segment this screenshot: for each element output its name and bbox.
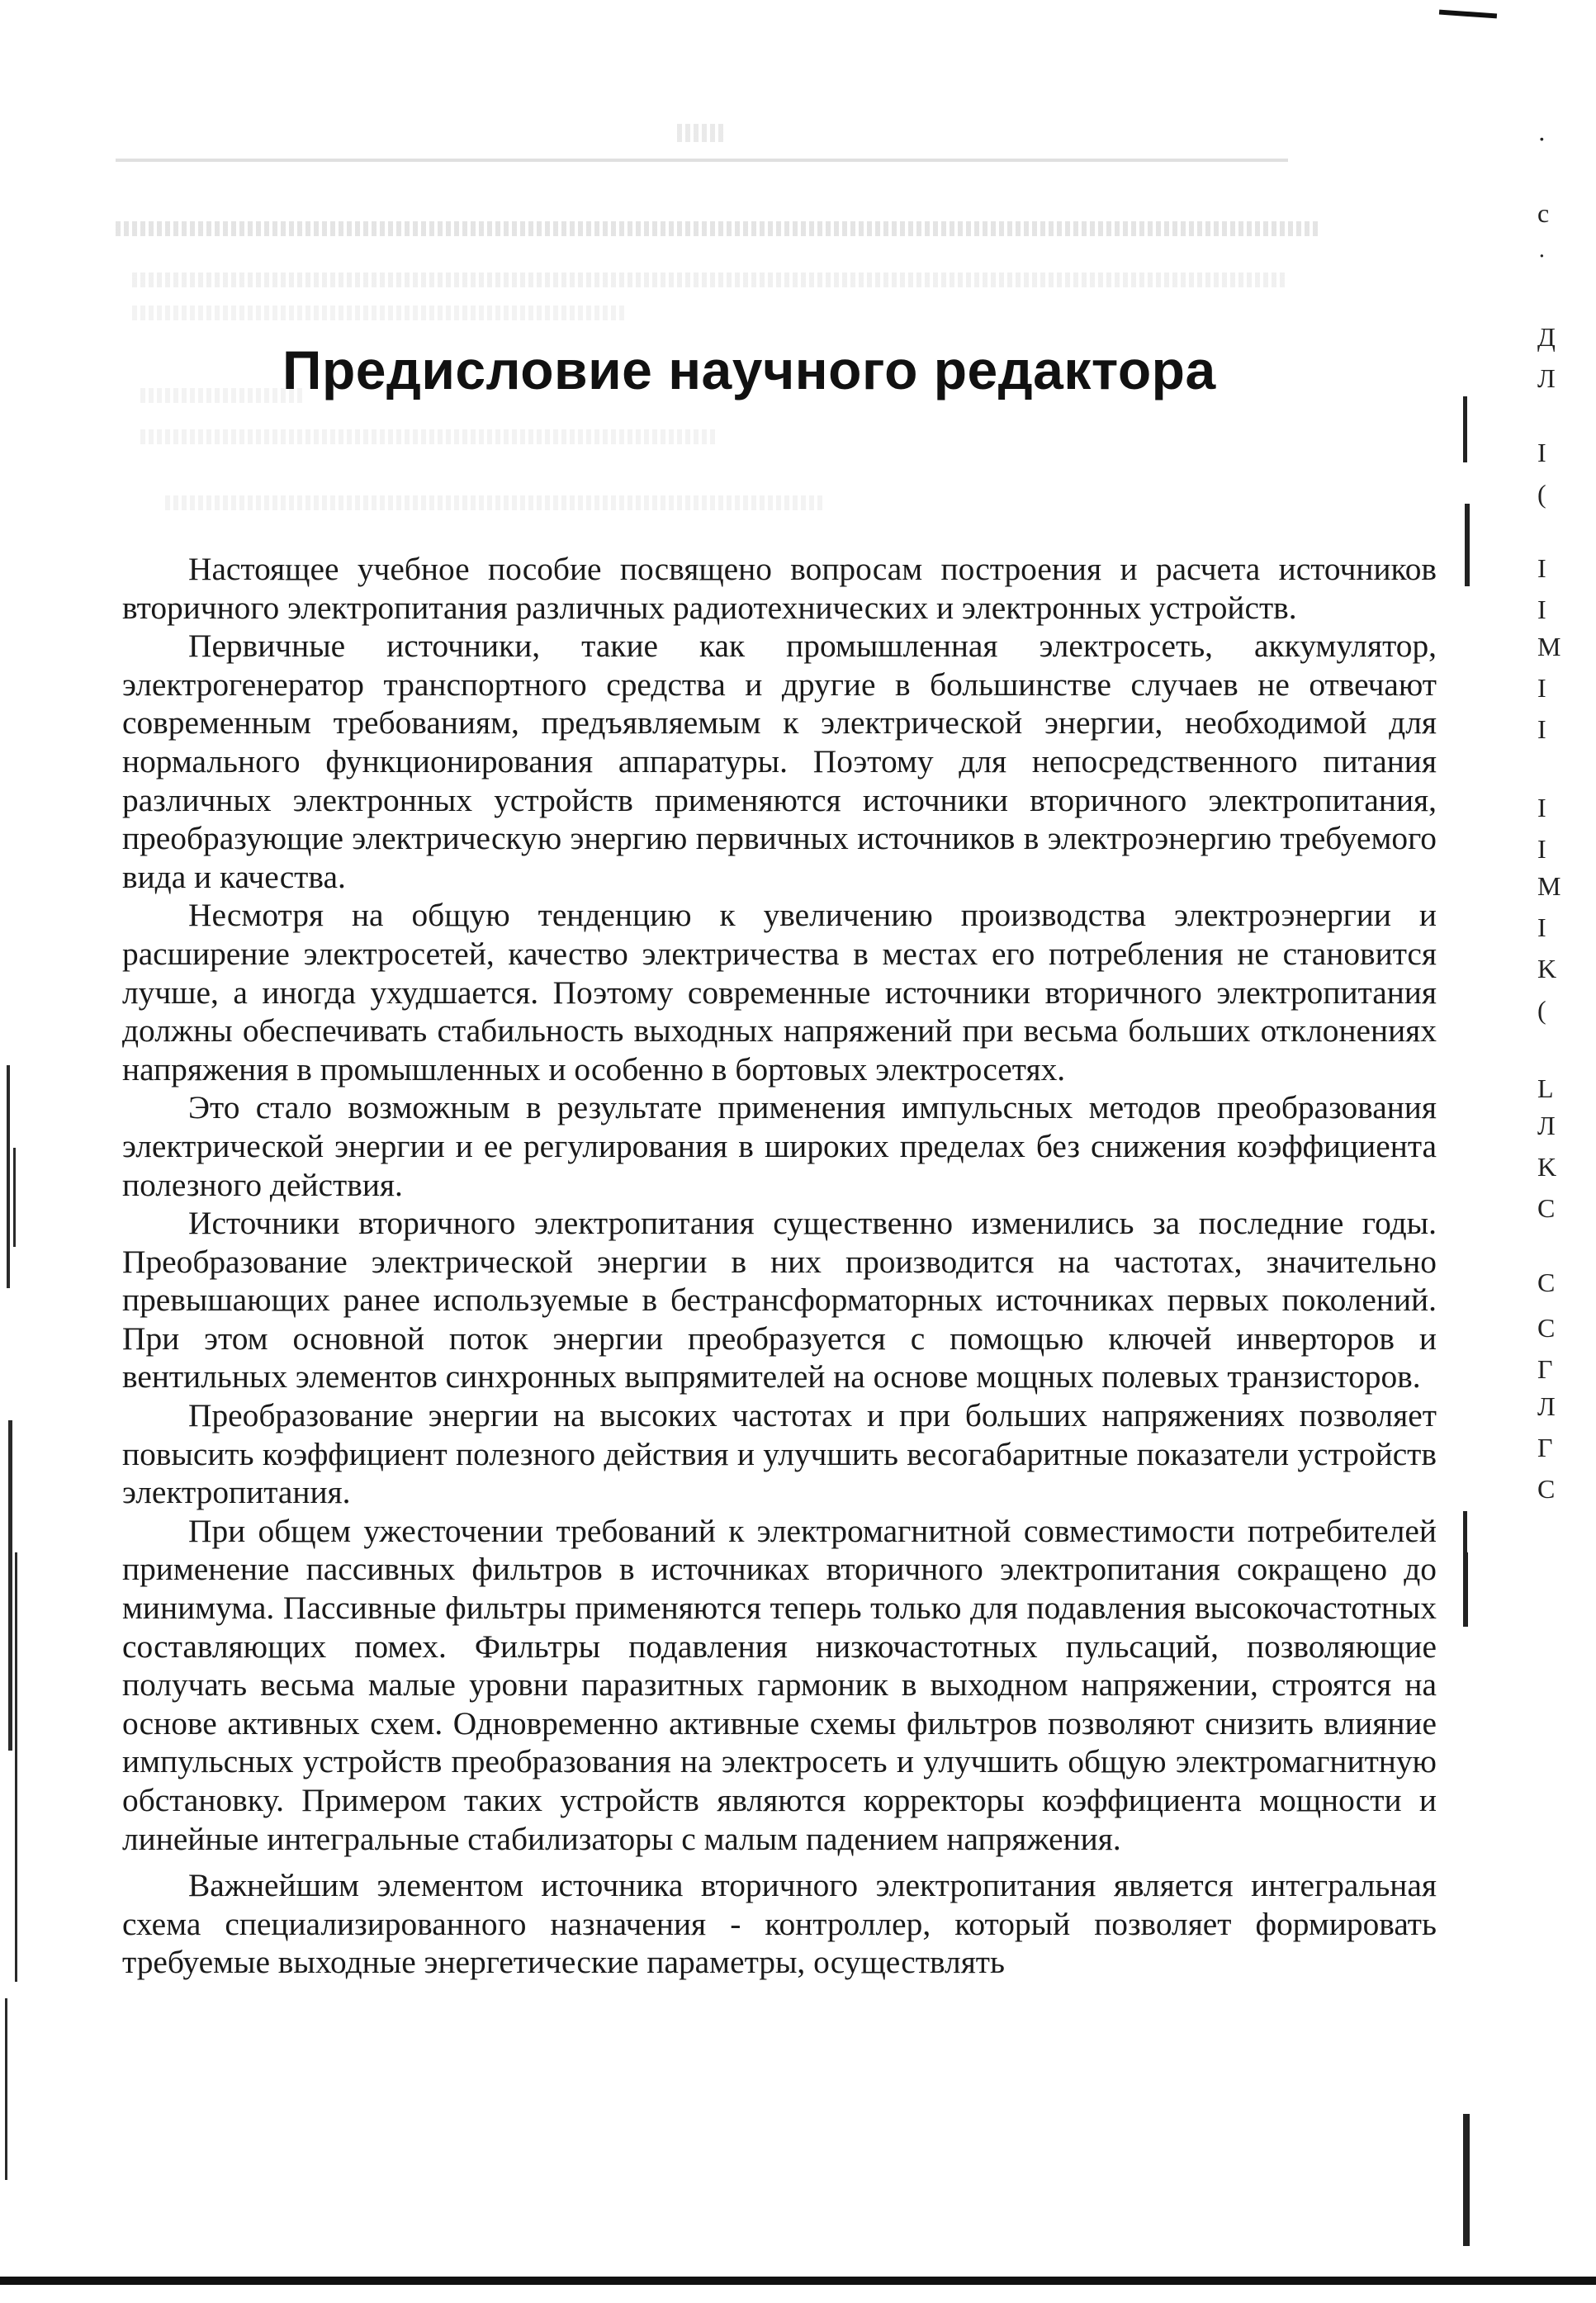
paragraph: Первичные источники, такие как промышленная электросеть, аккумулятор, электрогенератор транспортного средства и другие в большинстве случаев не отвечают современным требованиям, предъявляемым к электрической энергии, необходимой для нормального функционирования аппаратуры. Поэтому для непосредственного питания различных электронных устройств применяются источники вторичного электропитания, преобразующие электрическую энергию первичных источников в электроэнергию требуемого вида и качества.	[122, 628, 1437, 895]
margin-glyph: L	[1537, 1073, 1554, 1103]
margin-glyph: Л	[1537, 1111, 1556, 1140]
paragraph: Несмотря на общую тенденцию к увеличению производства электроэнергии и расширение электросетей, качество электричества в местах его потребления не становится лучше, а иногда ухудшается. Поэтому современные источники вторичного электропитания должны обеспечивать стабильность выходных напряжений при весьма больших отклонениях напряжения в промышленных и особенно в бортовых электросетях.	[122, 897, 1437, 1088]
margin-glyph: C	[1537, 1268, 1556, 1297]
margin-glyph: ·	[1537, 124, 1546, 154]
scan-bottom-edge	[0, 2277, 1596, 2285]
margin-glyph: I	[1537, 438, 1546, 467]
margin-glyph: I	[1537, 673, 1546, 703]
body-text	[122, 550, 1437, 1982]
margin-glyph: K	[1537, 954, 1557, 983]
margin-glyph: M	[1537, 871, 1561, 901]
margin-glyph: (	[1537, 995, 1546, 1025]
margin-glyph: Л	[1537, 363, 1556, 393]
scan-corner-mark	[1439, 10, 1497, 19]
margin-glyph: Г	[1537, 1433, 1553, 1462]
margin-glyph: С	[1537, 1193, 1556, 1223]
page-title: Предисловие научного редактора	[282, 339, 1216, 400]
margin-glyph: I	[1537, 595, 1546, 624]
binding-shadow-1	[1463, 396, 1467, 462]
paragraph: Важнейшим элементом источника вторичного электропитания является интегральная схема специализированного назначения - контроллер, который позволяет формировать требуемые выходные энергетические параметры, осуществлять	[122, 1867, 1437, 1981]
margin-glyph: I	[1537, 912, 1546, 942]
paragraph: При общем ужесточении требований к электромагнитной совместимости потребителей применение пассивных фильтров в источниках вторичного электропитания сокращено до минимума. Пассивные фильтры применяются теперь только для подавления высокочастотных составляющих помех. Фильтры подавления низкочастотных пульсаций, позволяющие получать весьма малые уровни паразитных гармоник в выходном напряжении, строятся на основе активных схем. Одновременно активные схемы фильтров позволяют снизить влияние импульсных устройств преобразования на электросеть и улучшить общую электромагнитную обстановку. Примером таких устройств являются корректоры коэффициента мощности и линейные интегральные стабилизаторы с малым падением напряжения.	[122, 1512, 1437, 1857]
margin-glyph: K	[1537, 1152, 1557, 1182]
margin-glyph: (	[1537, 479, 1546, 509]
paragraph: Преобразование энергии на высоких частотах и при больших напряжениях позволяет повысить коэффициент полезного действия и улучшить весогабаритные показатели устройств электропитания.	[122, 1397, 1437, 1511]
paragraph: Источники вторичного электропитания существенно изменились за последние годы. Преобразование электрической энергии в них производится на частотах, значительно превышающих ранее используемые в бестрансформаторных источниках первых поколений. При этом основной поток энергии преобразуется с помощью ключей инверторов и вентильных элементов синхронных выпрямителей на основе мощных полевых транзисторов.	[122, 1205, 1437, 1396]
binding-shadow-2	[1465, 504, 1470, 586]
binding-shadow-4	[1463, 1552, 1468, 1627]
margin-glyph: C	[1537, 1474, 1556, 1504]
margin-glyph: M	[1537, 632, 1561, 661]
margin-glyph: Г	[1537, 1354, 1553, 1384]
margin-glyph: с	[1537, 198, 1550, 228]
margin-glyph: Д	[1537, 322, 1556, 352]
scan-edge-left	[0, 0, 33, 2303]
margin-glyph: ˙	[1537, 248, 1546, 277]
margin-glyph: C	[1537, 1313, 1556, 1343]
margin-glyph: Л	[1537, 1391, 1556, 1421]
margin-glyph: I	[1537, 553, 1546, 583]
paragraph: Это стало возможным в результате применения импульсных методов преобразования электрической энергии и ее регулирования в широких пределах без снижения коэффициента полезного действия.	[122, 1089, 1437, 1203]
binding-shadow-5	[1463, 2114, 1470, 2246]
margin-glyph: I	[1537, 834, 1546, 864]
paragraph: Настоящее учебное пособие посвящено вопросам построения и расчета источников вторичного электропитания различных радиотехнических и электронных устройств.	[122, 551, 1437, 626]
next-page-margin	[1537, 124, 1570, 1775]
margin-glyph: I	[1537, 793, 1546, 822]
margin-glyph: I	[1537, 714, 1546, 744]
